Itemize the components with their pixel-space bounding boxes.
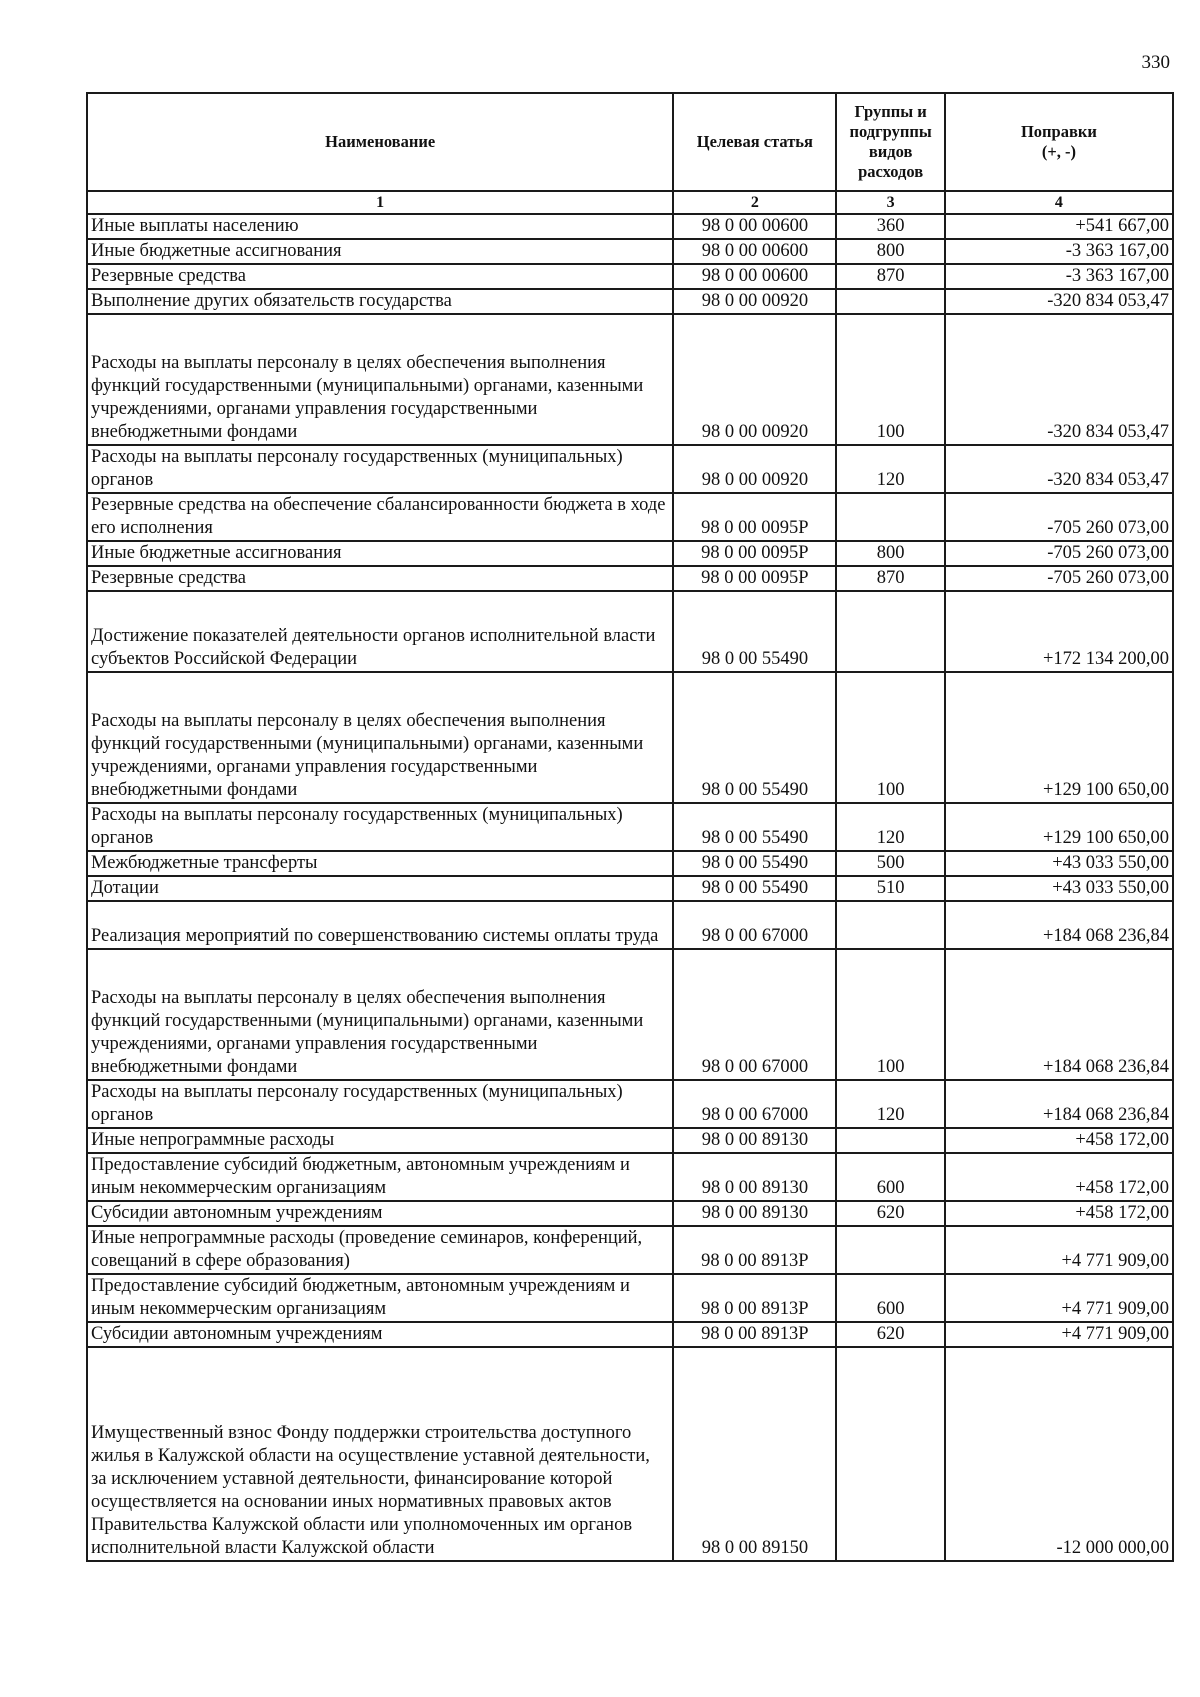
row-amount: +184 068 236,84 bbox=[945, 1080, 1173, 1128]
table-row bbox=[87, 803, 1173, 851]
row-amount: -12 000 000,00 bbox=[945, 1347, 1173, 1561]
column-number: 2 bbox=[673, 191, 836, 214]
row-name: Иные выплаты населению bbox=[87, 214, 673, 239]
table-row bbox=[87, 445, 1173, 493]
row-name: Иные непрограммные расходы bbox=[87, 1128, 673, 1153]
row-group: 360 bbox=[836, 214, 944, 239]
row-amount: +4 771 909,00 bbox=[945, 1274, 1173, 1322]
table-row bbox=[87, 264, 1173, 289]
table-row bbox=[87, 314, 1173, 445]
row-code: 98 0 00 00920 bbox=[673, 289, 836, 314]
row-code: 98 0 00 67000 bbox=[673, 949, 836, 1080]
row-code: 98 0 00 00600 bbox=[673, 264, 836, 289]
table-row bbox=[87, 1201, 1173, 1226]
row-group: 620 bbox=[836, 1322, 944, 1347]
row-name: Резервные средства на обеспечение сбалансированности бюджета в ходе его исполнения bbox=[87, 493, 673, 541]
row-group: 120 bbox=[836, 445, 944, 493]
row-name: Резервные средства bbox=[87, 264, 673, 289]
table-row bbox=[87, 493, 1173, 541]
row-amount: -705 260 073,00 bbox=[945, 541, 1173, 566]
row-code: 98 0 00 55490 bbox=[673, 672, 836, 803]
row-amount: -3 363 167,00 bbox=[945, 239, 1173, 264]
row-amount: -320 834 053,47 bbox=[945, 445, 1173, 493]
table-row bbox=[87, 1322, 1173, 1347]
row-code: 98 0 00 0095Р bbox=[673, 541, 836, 566]
row-name: Расходы на выплаты персоналу в целях обеспечения выполнения функций государственными (муниципальными) органами, казенными учреждениями, органами управления государственными внебюджетными фондами bbox=[87, 949, 673, 1080]
column-number-row bbox=[87, 191, 1173, 214]
row-amount: +4 771 909,00 bbox=[945, 1322, 1173, 1347]
table-row bbox=[87, 1080, 1173, 1128]
row-amount: +458 172,00 bbox=[945, 1128, 1173, 1153]
column-number: 4 bbox=[945, 191, 1173, 214]
row-amount: +43 033 550,00 bbox=[945, 851, 1173, 876]
table-row bbox=[87, 566, 1173, 591]
table-row bbox=[87, 876, 1173, 901]
row-name: Иные непрограммные расходы (проведение семинаров, конференций, совещаний в сфере образования) bbox=[87, 1226, 673, 1274]
row-name: Расходы на выплаты персоналу в целях обеспечения выполнения функций государственными (муниципальными) органами, казенными учреждениями, органами управления государственными внебюджетными фондами bbox=[87, 672, 673, 803]
row-name: Субсидии автономным учреждениям bbox=[87, 1322, 673, 1347]
row-group bbox=[836, 901, 944, 949]
row-code: 98 0 00 89150 bbox=[673, 1347, 836, 1561]
row-code: 98 0 00 0095Р bbox=[673, 566, 836, 591]
row-group: 120 bbox=[836, 1080, 944, 1128]
row-code: 98 0 00 55490 bbox=[673, 591, 836, 672]
header-name: Наименование bbox=[87, 93, 673, 191]
row-name: Расходы на выплаты персоналу государственных (муниципальных) органов bbox=[87, 803, 673, 851]
table-row bbox=[87, 672, 1173, 803]
row-amount: +541 667,00 bbox=[945, 214, 1173, 239]
table-row bbox=[87, 289, 1173, 314]
row-group: 100 bbox=[836, 672, 944, 803]
header-amount-line1: Поправки bbox=[1020, 122, 1097, 141]
row-code: 98 0 00 89130 bbox=[673, 1201, 836, 1226]
row-group bbox=[836, 591, 944, 672]
row-group: 510 bbox=[836, 876, 944, 901]
row-group bbox=[836, 289, 944, 314]
row-group: 870 bbox=[836, 566, 944, 591]
table-row bbox=[87, 214, 1173, 239]
row-group: 600 bbox=[836, 1274, 944, 1322]
row-name: Иные бюджетные ассигнования bbox=[87, 541, 673, 566]
row-group: 620 bbox=[836, 1201, 944, 1226]
row-code: 98 0 00 8913Р bbox=[673, 1226, 836, 1274]
table-row bbox=[87, 239, 1173, 264]
row-amount: +43 033 550,00 bbox=[945, 876, 1173, 901]
column-number: 1 bbox=[87, 191, 673, 214]
row-amount: -3 363 167,00 bbox=[945, 264, 1173, 289]
row-amount: +458 172,00 bbox=[945, 1153, 1173, 1201]
row-group bbox=[836, 493, 944, 541]
row-name: Выполнение других обязательств государства bbox=[87, 289, 673, 314]
row-group bbox=[836, 1128, 944, 1153]
row-name: Резервные средства bbox=[87, 566, 673, 591]
table-row bbox=[87, 591, 1173, 672]
row-name: Иные бюджетные ассигнования bbox=[87, 239, 673, 264]
table-row bbox=[87, 1274, 1173, 1322]
row-code: 98 0 00 55490 bbox=[673, 876, 836, 901]
row-group: 500 bbox=[836, 851, 944, 876]
row-name: Межбюджетные трансферты bbox=[87, 851, 673, 876]
header-amount-line2: (+, -) bbox=[1041, 142, 1076, 161]
row-name: Расходы на выплаты персоналу государственных (муниципальных) органов bbox=[87, 445, 673, 493]
row-amount: +184 068 236,84 bbox=[945, 949, 1173, 1080]
row-code: 98 0 00 0095Р bbox=[673, 493, 836, 541]
row-code: 98 0 00 67000 bbox=[673, 901, 836, 949]
row-group: 800 bbox=[836, 541, 944, 566]
row-amount: -320 834 053,47 bbox=[945, 289, 1173, 314]
row-amount: +184 068 236,84 bbox=[945, 901, 1173, 949]
row-group bbox=[836, 1226, 944, 1274]
table-row bbox=[87, 1226, 1173, 1274]
row-code: 98 0 00 67000 bbox=[673, 1080, 836, 1128]
table-header-row bbox=[87, 93, 1173, 191]
row-code: 98 0 00 00600 bbox=[673, 239, 836, 264]
column-number: 3 bbox=[836, 191, 944, 214]
row-amount: -705 260 073,00 bbox=[945, 493, 1173, 541]
header-amount bbox=[945, 93, 1173, 191]
row-name: Дотации bbox=[87, 876, 673, 901]
table-row bbox=[87, 1128, 1173, 1153]
page-number: 330 bbox=[1141, 52, 1170, 73]
row-name: Предоставление субсидий бюджетным, автономным учреждениям и иным некоммерческим организациям bbox=[87, 1153, 673, 1201]
row-code: 98 0 00 8913Р bbox=[673, 1322, 836, 1347]
row-amount: -320 834 053,47 bbox=[945, 314, 1173, 445]
row-code: 98 0 00 00920 bbox=[673, 445, 836, 493]
row-code: 98 0 00 89130 bbox=[673, 1153, 836, 1201]
row-code: 98 0 00 55490 bbox=[673, 851, 836, 876]
row-group: 600 bbox=[836, 1153, 944, 1201]
row-amount: +458 172,00 bbox=[945, 1201, 1173, 1226]
row-code: 98 0 00 55490 bbox=[673, 803, 836, 851]
row-group: 800 bbox=[836, 239, 944, 264]
header-code: Целевая статья bbox=[673, 93, 836, 191]
row-name: Достижение показателей деятельности органов исполнительной власти субъектов Российской Федерации bbox=[87, 591, 673, 672]
table-row bbox=[87, 1347, 1173, 1561]
row-amount: +129 100 650,00 bbox=[945, 672, 1173, 803]
row-group: 120 bbox=[836, 803, 944, 851]
row-amount: +4 771 909,00 bbox=[945, 1226, 1173, 1274]
row-name: Расходы на выплаты персоналу в целях обеспечения выполнения функций государственными (муниципальными) органами, казенными учреждениями, органами управления государственными внебюджетными фондами bbox=[87, 314, 673, 445]
row-name: Субсидии автономным учреждениям bbox=[87, 1201, 673, 1226]
row-amount: -705 260 073,00 bbox=[945, 566, 1173, 591]
row-group: 870 bbox=[836, 264, 944, 289]
table-row bbox=[87, 1153, 1173, 1201]
table-row bbox=[87, 541, 1173, 566]
row-name: Имущественный взнос Фонду поддержки строительства доступного жилья в Калужской области на осуществление уставной деятельности, за исключением уставной деятельности, финансирование которой осуществляется на основании иных нормативных правовых актов Правительства Калужской области или уполномоченных им органов исполнительной власти Калужской области bbox=[87, 1347, 673, 1561]
row-code: 98 0 00 8913Р bbox=[673, 1274, 836, 1322]
row-code: 98 0 00 00920 bbox=[673, 314, 836, 445]
header-group: Группы и подгруппы видов расходов bbox=[836, 93, 944, 191]
row-group bbox=[836, 1347, 944, 1561]
budget-table bbox=[86, 92, 1174, 1562]
row-code: 98 0 00 00600 bbox=[673, 214, 836, 239]
row-group: 100 bbox=[836, 314, 944, 445]
row-amount: +172 134 200,00 bbox=[945, 591, 1173, 672]
table-row bbox=[87, 851, 1173, 876]
row-code: 98 0 00 89130 bbox=[673, 1128, 836, 1153]
row-group: 100 bbox=[836, 949, 944, 1080]
row-name: Реализация мероприятий по совершенствованию системы оплаты труда bbox=[87, 901, 673, 949]
row-name: Предоставление субсидий бюджетным, автономным учреждениям и иным некоммерческим организациям bbox=[87, 1274, 673, 1322]
table-row bbox=[87, 901, 1173, 949]
table-row bbox=[87, 949, 1173, 1080]
row-amount: +129 100 650,00 bbox=[945, 803, 1173, 851]
row-name: Расходы на выплаты персоналу государственных (муниципальных) органов bbox=[87, 1080, 673, 1128]
